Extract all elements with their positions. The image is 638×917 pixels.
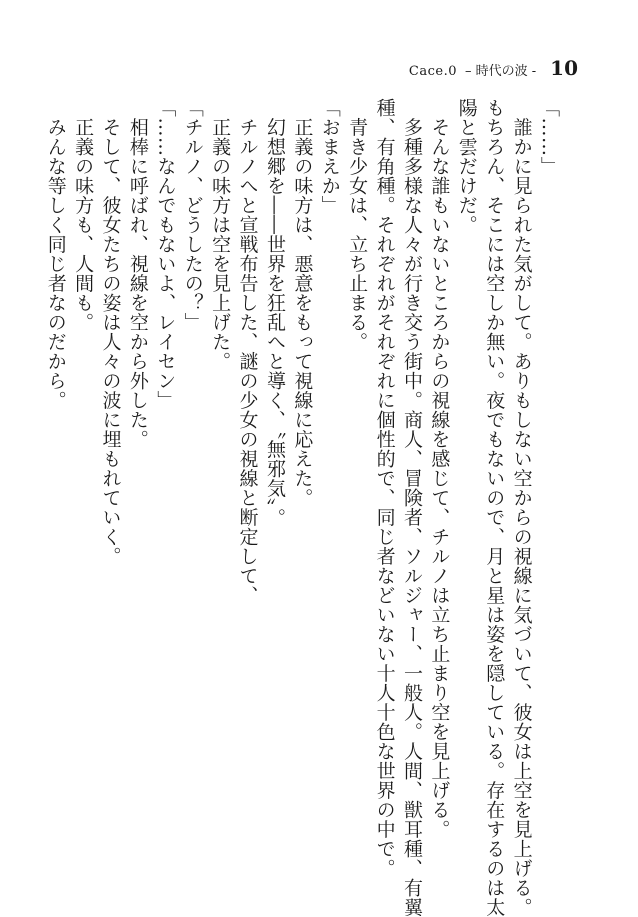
- text-line: 幻想郷を――世界を狂乱へと導く、〝無邪気〟。: [263, 98, 286, 528]
- text-line: 青き少女は、立ち止まる。: [346, 98, 369, 352]
- text-line: 種、有角種。それぞれがそれぞれに個性的で、同じ者などいない十人十色な世界の中で。: [373, 98, 396, 878]
- text-line: もちろん、そこには空しか無い。夜でもないので、月と星は姿を隠している。存在するのは太: [483, 98, 506, 917]
- text-line: そして、彼女たちの姿は人々の波に埋もれていく。: [99, 98, 122, 566]
- text-line: 「……」: [538, 98, 560, 176]
- text-line: 「おまえか」: [318, 98, 341, 215]
- text-line: 正義の味方は、悪意をもって視線に応えた。: [291, 98, 314, 508]
- text-line: みんな等しく同じ者なのだから。: [44, 98, 67, 410]
- text-line: 誰かに見られた気がして。ありもしない空からの視線に気づいて、彼女は上空を見上げる。: [510, 98, 533, 917]
- chapter-label: Cace.0: [408, 64, 457, 79]
- text-line: 正義の味方も、人間も。: [72, 98, 95, 332]
- text-line: 陽と雲だけだ。: [455, 98, 478, 235]
- vertical-text-body: [41, 98, 562, 917]
- text-line: 多種多様な人々が行き交う街中。商人、冒険者、ソルジャー、一般人。人間、獣耳種、有翼: [400, 98, 423, 917]
- text-line: 「チルノ、どうしたの？」: [181, 98, 204, 332]
- text-line: そんな誰もいないところからの視線を感じて、チルノは立ち止まり空を見上げる。: [428, 98, 451, 839]
- page-header: [409, 56, 578, 80]
- chapter-subtitle: – 時代の波 -: [464, 64, 537, 79]
- text-line: 「……なんでもないよ、レイセン」: [154, 98, 177, 410]
- text-line: 相棒に呼ばれ、視線を空から外した。: [126, 98, 149, 449]
- text-line: 正義の味方は空を見上げた。: [209, 98, 232, 371]
- page-number: 10: [550, 56, 578, 80]
- text-line: チルノへと宣戦布告した、謎の少女の視線と断定して、: [236, 98, 259, 605]
